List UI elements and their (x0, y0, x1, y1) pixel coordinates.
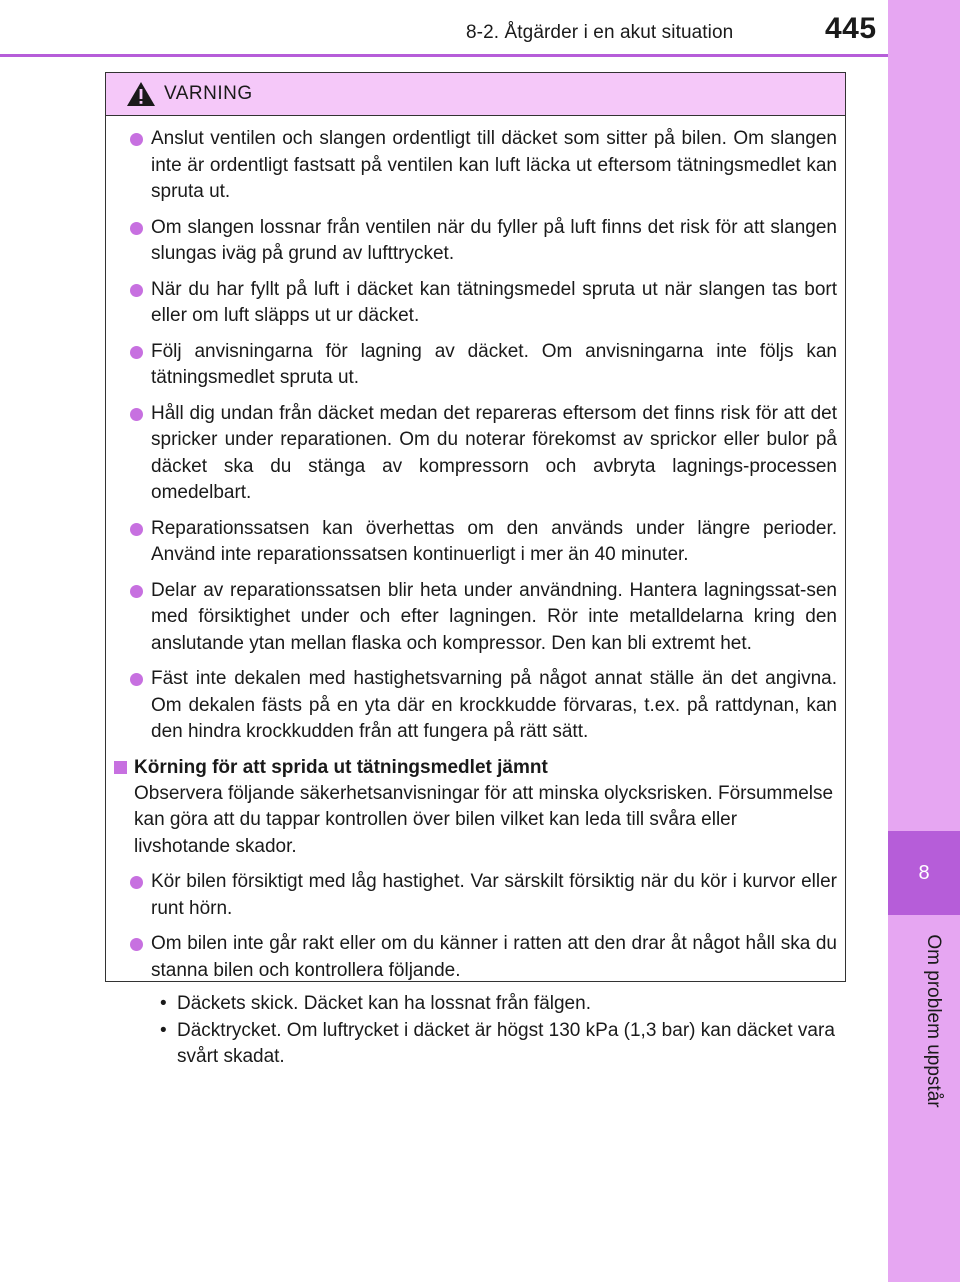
dot-bullet-icon: • (160, 1019, 167, 1041)
bullet-icon (130, 673, 143, 686)
warning-item-text: Fäst inte dekalen med hastighetsvarning på något annat ställe än det angivna. Om dekalen fästs på en yta där en krockkudde förvaras, t.ex. på rattdynan, kan den hindra krockkudden från att fungera på rätt sätt. (151, 668, 837, 742)
warning-item-text: Reparationssatsen kan överhettas om den används under längre perioder. Använd inte reparationssatsen kontinuerligt i mer än 40 minuter. (151, 517, 837, 565)
section-heading-text: Körning för att sprida ut tätningsmedlet jämnt (134, 756, 548, 778)
header-divider (0, 54, 888, 57)
warning-triangle-icon (126, 81, 156, 107)
warning-title: VARNING (164, 83, 253, 104)
section-item-text: Om bilen inte går rakt eller om du känner i ratten att den drar åt något håll ska du stanna bilen och kontrollera följande. (151, 933, 837, 981)
bullet-icon (130, 284, 143, 297)
sub-item-text: Däcktrycket. Om luftrycket i däcket är högst 130 kPa (1,3 bar) kan däcket vara svårt skadat. (177, 1019, 835, 1067)
section-item (110, 931, 837, 984)
section-paragraph: Observera följande säkerhetsanvisningar för att minska olycksrisken. Försummelse kan göra att du tappar kontrollen över bilen vilket kan leda till svåra eller livshotande skador. (134, 782, 834, 857)
warning-item-text: När du har fyllt på luft i däcket kan tätningsmedel spruta ut när slangen tas bort eller om luft släpps ut ur däcket. (151, 278, 837, 326)
sub-list-item (160, 991, 837, 1018)
warning-item (110, 666, 837, 746)
warning-item (110, 126, 837, 206)
chapter-number-box (888, 831, 960, 915)
section-item (110, 869, 837, 922)
dot-bullet-icon: • (160, 993, 167, 1014)
chapter-number: 8 (918, 861, 930, 884)
warning-item (110, 339, 837, 392)
warning-item-text: Håll dig undan från däcket medan det repareras eftersom det finns risk för att det spricker under reparationen. Om du noterar förekomst av sprickor eller bulor på däcket ska du stänga av kompressorn och avbryta lagnings-processen omedelbart. (151, 402, 837, 503)
warning-box (105, 72, 846, 1067)
warning-item (110, 401, 837, 507)
warning-item (110, 516, 837, 569)
warning-item (110, 578, 837, 658)
section-item-text: Kör bilen försiktigt med låg hastighet. Var särskilt försiktig när du kör i kurvor eller runt hörn. (151, 871, 837, 919)
bullet-icon (130, 585, 143, 598)
bullet-icon (130, 876, 143, 889)
chapter-title: Om problem uppstår (923, 934, 944, 1108)
warning-item-text: Delar av reparationssatsen blir heta under användning. Hantera lagningssat-sen med försiktighet under och efter lagningen. Rör inte metalldelarna kring den anslutande ytan mellan flaska och kompressor. Den kan bli extremt het. (151, 579, 837, 654)
warning-header (106, 73, 845, 116)
warning-item-text: Följ anvisningarna för lagning av däcket. Om anvisningarna inte följs kan tätningsmedlet spruta ut. (151, 340, 837, 388)
square-bullet-icon (114, 761, 127, 774)
warning-item (110, 215, 837, 268)
bullet-icon (130, 346, 143, 359)
bullet-icon (130, 523, 143, 536)
bullet-icon (130, 133, 143, 146)
section-heading (110, 755, 837, 781)
section-header: 8-2. Åtgärder i en akut situation (466, 22, 734, 43)
sub-item-text: Däckets skick. Däcket kan ha lossnat från fälgen. (177, 993, 591, 1014)
bullet-icon (130, 408, 143, 421)
sub-list-item (160, 1018, 837, 1071)
warning-item (110, 277, 837, 330)
page-number: 445 (825, 12, 877, 45)
warning-body (106, 116, 845, 1071)
sub-list (110, 991, 837, 1071)
bullet-icon (130, 222, 143, 235)
warning-item-text: Om slangen lossnar från ventilen när du fyller på luft finns det risk för att slangen slungas iväg på grund av lufttrycket. (151, 216, 837, 264)
bullet-icon (130, 938, 143, 951)
warning-item-text: Anslut ventilen och slangen ordentligt till däcket som sitter på bilen. Om slangen inte är ordentligt fastsatt på ventilen kan luft läcka ut eftersom tätningsmedlet kan spruta ut. (151, 128, 837, 202)
